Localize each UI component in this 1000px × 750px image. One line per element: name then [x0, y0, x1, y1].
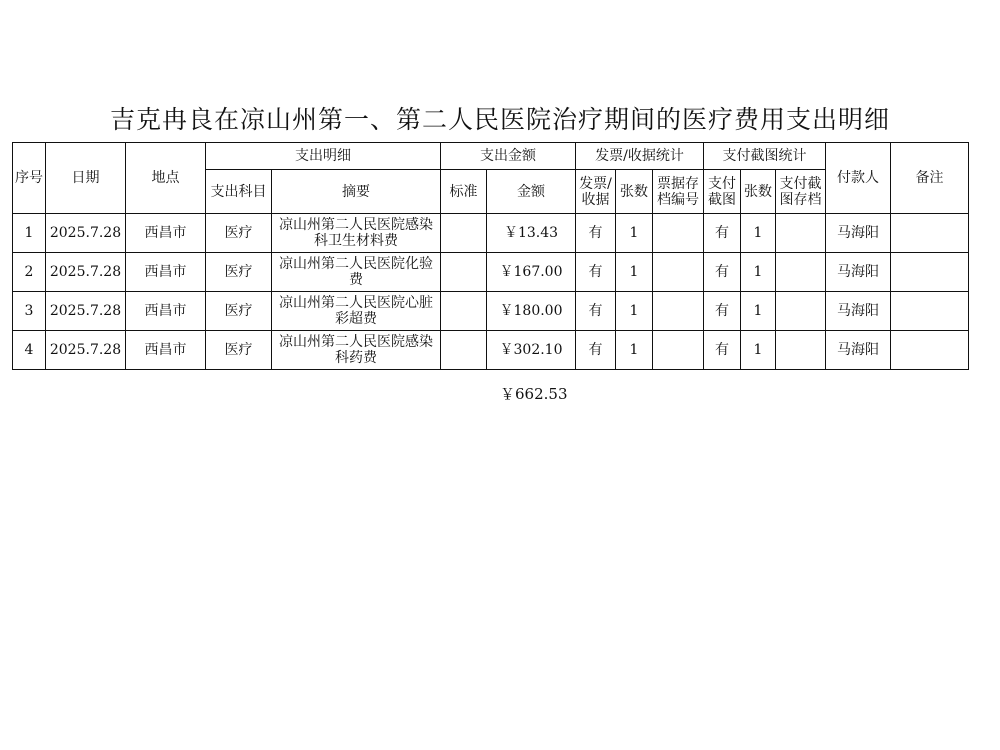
cell-payment-shot: 有	[704, 331, 741, 370]
header-amount: 金额	[487, 170, 576, 214]
cell-payer: 马海阳	[826, 331, 891, 370]
cell-count: 1	[616, 214, 653, 253]
cell-amount: ￥302.10	[487, 331, 576, 370]
header-remarks: 备注	[891, 143, 969, 214]
cell-seq: 2	[13, 253, 46, 292]
cell-invoice: 有	[576, 253, 616, 292]
header-date: 日期	[46, 143, 126, 214]
header-expense-amount: 支出金额	[441, 143, 576, 170]
cell-archive-no	[653, 253, 704, 292]
cell-shot-archive	[776, 292, 826, 331]
cell-seq: 3	[13, 292, 46, 331]
cell-payer: 马海阳	[826, 292, 891, 331]
header-payment-stats: 支付截图统计	[704, 143, 826, 170]
cell-date: 2025.7.28	[46, 292, 126, 331]
cell-place: 西昌市	[126, 253, 206, 292]
cell-standard	[441, 331, 487, 370]
cell-category: 医疗	[206, 214, 272, 253]
cell-archive-no	[653, 214, 704, 253]
table-row	[13, 214, 969, 253]
cell-summary: 凉山州第二人民医院心脏彩超费	[272, 292, 441, 331]
header-summary: 摘要	[272, 170, 441, 214]
header-count2: 张数	[741, 170, 776, 214]
cell-standard	[441, 253, 487, 292]
cell-category: 医疗	[206, 292, 272, 331]
cell-count2: 1	[741, 292, 776, 331]
cell-summary: 凉山州第二人民医院化验费	[272, 253, 441, 292]
cell-remarks	[891, 331, 969, 370]
cell-payment-shot: 有	[704, 253, 741, 292]
header-standard: 标准	[441, 170, 487, 214]
cell-invoice: 有	[576, 292, 616, 331]
cell-seq: 4	[13, 331, 46, 370]
cell-archive-no	[653, 331, 704, 370]
header-invoice: 发票/收据	[576, 170, 616, 214]
cell-place: 西昌市	[126, 214, 206, 253]
cell-summary: 凉山州第二人民医院感染科药费	[272, 331, 441, 370]
cell-remarks	[891, 214, 969, 253]
cell-count2: 1	[741, 253, 776, 292]
cell-amount: ￥167.00	[487, 253, 576, 292]
cell-category: 医疗	[206, 253, 272, 292]
table-row	[13, 292, 969, 331]
cell-payer: 马海阳	[826, 214, 891, 253]
header-row-1	[13, 143, 969, 170]
cell-amount: ￥13.43	[487, 214, 576, 253]
header-expense-detail: 支出明细	[206, 143, 441, 170]
cell-remarks	[891, 253, 969, 292]
cell-count: 1	[616, 331, 653, 370]
cell-shot-archive	[776, 253, 826, 292]
cell-count2: 1	[741, 214, 776, 253]
cell-place: 西昌市	[126, 292, 206, 331]
cell-seq: 1	[13, 214, 46, 253]
cell-amount: ￥180.00	[487, 292, 576, 331]
header-shot-archive: 支付截图存档	[776, 170, 826, 214]
table-row	[13, 253, 969, 292]
cell-payer: 马海阳	[826, 253, 891, 292]
cell-date: 2025.7.28	[46, 331, 126, 370]
header-seq: 序号	[13, 143, 46, 214]
header-doc-archive-no: 票据存档编号	[653, 170, 704, 214]
cell-date: 2025.7.28	[46, 253, 126, 292]
header-category: 支出科目	[206, 170, 272, 214]
cell-payment-shot: 有	[704, 214, 741, 253]
total-amount: ￥662.53	[500, 385, 568, 403]
cell-date: 2025.7.28	[46, 214, 126, 253]
header-invoice-stats: 发票/收据统计	[576, 143, 704, 170]
cell-payment-shot: 有	[704, 292, 741, 331]
cell-category: 医疗	[206, 331, 272, 370]
cell-count2: 1	[741, 331, 776, 370]
cell-standard	[441, 214, 487, 253]
cell-count: 1	[616, 253, 653, 292]
cell-shot-archive	[776, 331, 826, 370]
cell-invoice: 有	[576, 214, 616, 253]
header-count: 张数	[616, 170, 653, 214]
header-place: 地点	[126, 143, 206, 214]
cell-remarks	[891, 292, 969, 331]
cell-invoice: 有	[576, 331, 616, 370]
expense-table	[12, 142, 969, 370]
document-title: 吉克冉良在凉山州第一、第二人民医院治疗期间的医疗费用支出明细	[109, 105, 890, 134]
cell-shot-archive	[776, 214, 826, 253]
cell-count: 1	[616, 292, 653, 331]
header-payer: 付款人	[826, 143, 891, 214]
table-row	[13, 331, 969, 370]
cell-summary: 凉山州第二人民医院感染科卫生材料费	[272, 214, 441, 253]
cell-place: 西昌市	[126, 331, 206, 370]
cell-standard	[441, 292, 487, 331]
cell-archive-no	[653, 292, 704, 331]
header-payment-shot: 支付截图	[704, 170, 741, 214]
